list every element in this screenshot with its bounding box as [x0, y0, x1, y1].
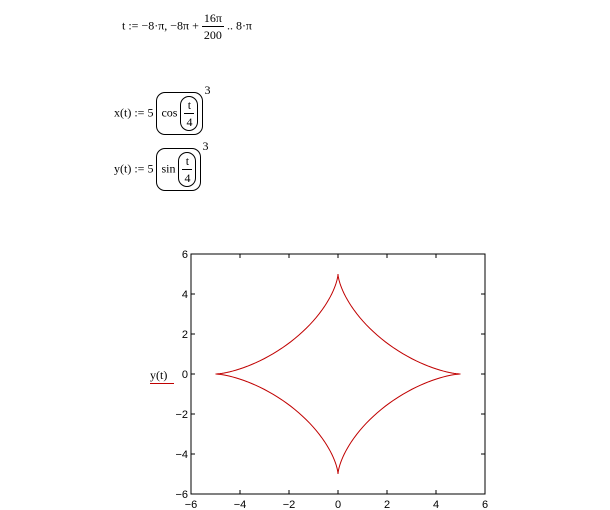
- x-function-name: cos: [161, 105, 178, 120]
- y-tick-label: 4: [181, 289, 188, 301]
- y-tick-label: −6: [175, 489, 188, 501]
- fraction-denominator: 200: [203, 28, 222, 42]
- trace-legend-line: [150, 383, 174, 384]
- x-tick-label: 6: [481, 499, 489, 510]
- y-function-name: sin: [161, 161, 176, 176]
- assign-operator: :=: [134, 161, 145, 176]
- y-exponent: 3: [202, 139, 209, 154]
- range-second-prefix: , −8π +: [164, 18, 199, 33]
- x-tick-label: −6: [184, 499, 198, 510]
- y-axis-trace-label: y(t): [150, 368, 168, 382]
- y-tick-label: 2: [181, 329, 188, 341]
- x-tick-label: −2: [282, 499, 296, 510]
- fraction-numerator: 16π: [203, 11, 222, 25]
- tick-layer: [191, 254, 485, 494]
- x-lhs: x(t): [114, 105, 132, 120]
- fraction-numerator: t: [187, 98, 192, 112]
- x-tick-label: 0: [334, 499, 342, 510]
- range-var: t: [122, 18, 126, 33]
- tick-label-layer: [175, 249, 488, 510]
- range-dots: ..: [226, 18, 233, 33]
- plot-frame: [191, 254, 485, 494]
- x-tick-label: 4: [432, 499, 440, 510]
- fraction-numerator: t: [185, 154, 190, 168]
- astroid-trace: [216, 274, 461, 474]
- y-lhs: y(t): [114, 161, 132, 176]
- assign-operator: :=: [134, 105, 145, 120]
- x-tick-label: −4: [233, 499, 247, 510]
- y-tick-label: 0: [181, 369, 188, 381]
- fraction-denominator: 4: [184, 171, 191, 185]
- y-tick-label: −2: [175, 409, 188, 421]
- y-tick-label: −4: [175, 449, 188, 461]
- fraction-denominator: 4: [186, 115, 193, 129]
- y-tick-label: 6: [181, 249, 188, 261]
- assign-operator: :=: [128, 18, 139, 33]
- x-tick-label: 2: [383, 499, 391, 510]
- range-start: −8·π: [141, 18, 165, 33]
- x-exponent: 3: [204, 83, 211, 98]
- y-coefficient: 5: [147, 161, 154, 176]
- x-coefficient: 5: [147, 105, 154, 120]
- range-end: 8·π: [235, 18, 252, 33]
